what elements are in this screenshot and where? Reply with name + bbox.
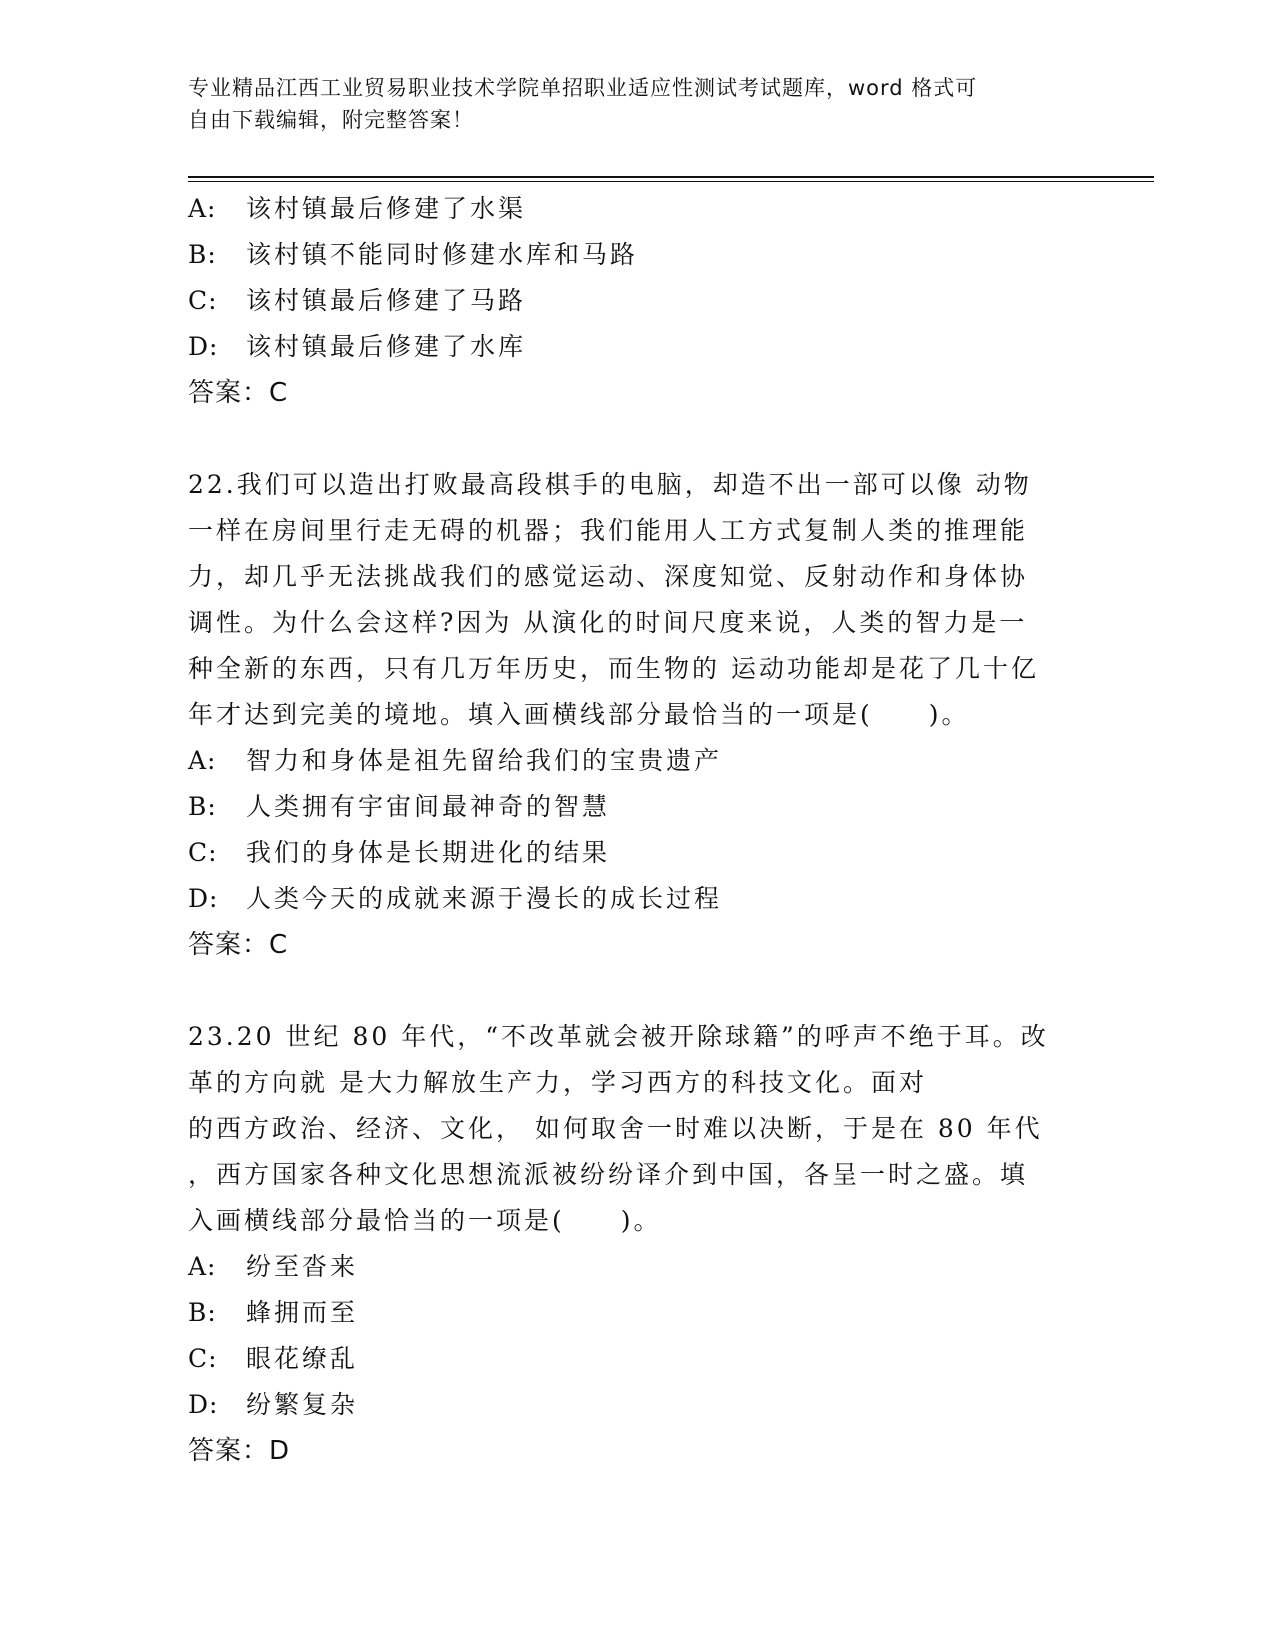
- option-letter: A:: [188, 1252, 217, 1281]
- option-letter: A:: [188, 746, 217, 775]
- option-a: [188, 738, 1088, 784]
- spacer: [188, 968, 1088, 1014]
- option-text: 智力和身体是祖先留给我们的宝贵遗产: [246, 746, 723, 775]
- option-text: 纷繁复杂: [246, 1390, 359, 1419]
- option-text: 该村镇最后修建了马路: [246, 286, 527, 315]
- option-b: [188, 232, 1088, 278]
- option-letter: B:: [188, 240, 217, 269]
- option-text: 人类今天的成就来源于漫长的成长过程: [246, 884, 723, 913]
- option-a: [188, 186, 1088, 232]
- question-text-line: 一样在房间里行走无碍的机器；我们能用人工方式复制人类的推理能: [188, 516, 1029, 545]
- option-b: [188, 784, 1088, 830]
- option-d: [188, 1382, 1088, 1428]
- option-d: [188, 876, 1088, 922]
- option-letter: C:: [188, 286, 218, 315]
- header-rule-thin: [188, 181, 1154, 182]
- option-text: 该村镇最后修建了水渠: [246, 194, 527, 223]
- spacer: [188, 416, 1088, 462]
- option-letter: B:: [188, 1298, 217, 1327]
- header-line-1: 专业精品江西工业贸易职业技术学院单招职业适应性测试考试题库，word 格式可: [188, 76, 978, 100]
- question-text-line: 入画横线部分最恰当的一项是( )。: [188, 1206, 662, 1235]
- option-c: [188, 278, 1088, 324]
- option-letter: D:: [188, 1390, 219, 1419]
- option-letter: C:: [188, 1344, 218, 1373]
- option-letter: A:: [188, 194, 217, 223]
- option-letter: B:: [188, 792, 217, 821]
- answer-line: 答案：C: [188, 378, 289, 408]
- header-line-2: 自由下载编辑，附完整答案！: [188, 108, 474, 132]
- option-text: 该村镇最后修建了水库: [246, 332, 527, 361]
- question-text-line: 革的方向就 是大力解放生产力，学习西方的科技文化。面对: [188, 1068, 927, 1097]
- option-c: [188, 1336, 1088, 1382]
- option-text: 该村镇不能同时修建水库和马路: [246, 240, 639, 269]
- header-rule-thick: [188, 176, 1154, 178]
- question-text-line: ，西方国家各种文化思想流派被纷纷译介到中国，各呈一时之盛。填: [188, 1160, 1029, 1189]
- page-header: [188, 72, 1068, 136]
- option-letter: D:: [188, 332, 219, 361]
- option-b: [188, 1290, 1088, 1336]
- question-text-line: 23.20 世纪 80 年代，“不改革就会被开除球籍”的呼声不绝于耳。改: [188, 1022, 1049, 1051]
- option-text: 我们的身体是长期进化的结果: [246, 838, 611, 867]
- question-text-line: 种全新的东西，只有几万年历史，而生物的 运动功能却是花了几十亿: [188, 654, 1039, 683]
- option-text: 眼花缭乱: [246, 1344, 359, 1373]
- answer-line: 答案：C: [188, 930, 289, 960]
- question-text-line: 调性。为什么会这样?因为 从演化的时间尺度来说，人类的智力是一: [188, 608, 1028, 637]
- question-22: [188, 462, 1088, 968]
- question-21: [188, 186, 1088, 416]
- option-text: 蜂拥而至: [246, 1298, 359, 1327]
- answer-line: 答案：D: [188, 1436, 291, 1466]
- option-d: [188, 324, 1088, 370]
- option-letter: C:: [188, 838, 218, 867]
- question-text-line: 年才达到完美的境地。填入画横线部分最恰当的一项是( )。: [188, 700, 970, 729]
- question-content: [188, 186, 1088, 1474]
- question-text-line: 22.我们可以造出打败最高段棋手的电脑，却造不出一部可以像 动物: [188, 470, 1032, 499]
- option-a: [188, 1244, 1088, 1290]
- option-letter: D:: [188, 884, 219, 913]
- option-text: 人类拥有宇宙间最神奇的智慧: [246, 792, 611, 821]
- question-text-line: 力，却几乎无法挑战我们的感觉运动、深度知觉、反射动作和身体协: [188, 562, 1029, 591]
- option-text: 纷至沓来: [246, 1252, 359, 1281]
- option-c: [188, 830, 1088, 876]
- question-text-line: 的西方政治、经济、文化， 如何取舍一时难以决断，于是在 80 年代: [188, 1114, 1043, 1143]
- question-23: [188, 1014, 1088, 1474]
